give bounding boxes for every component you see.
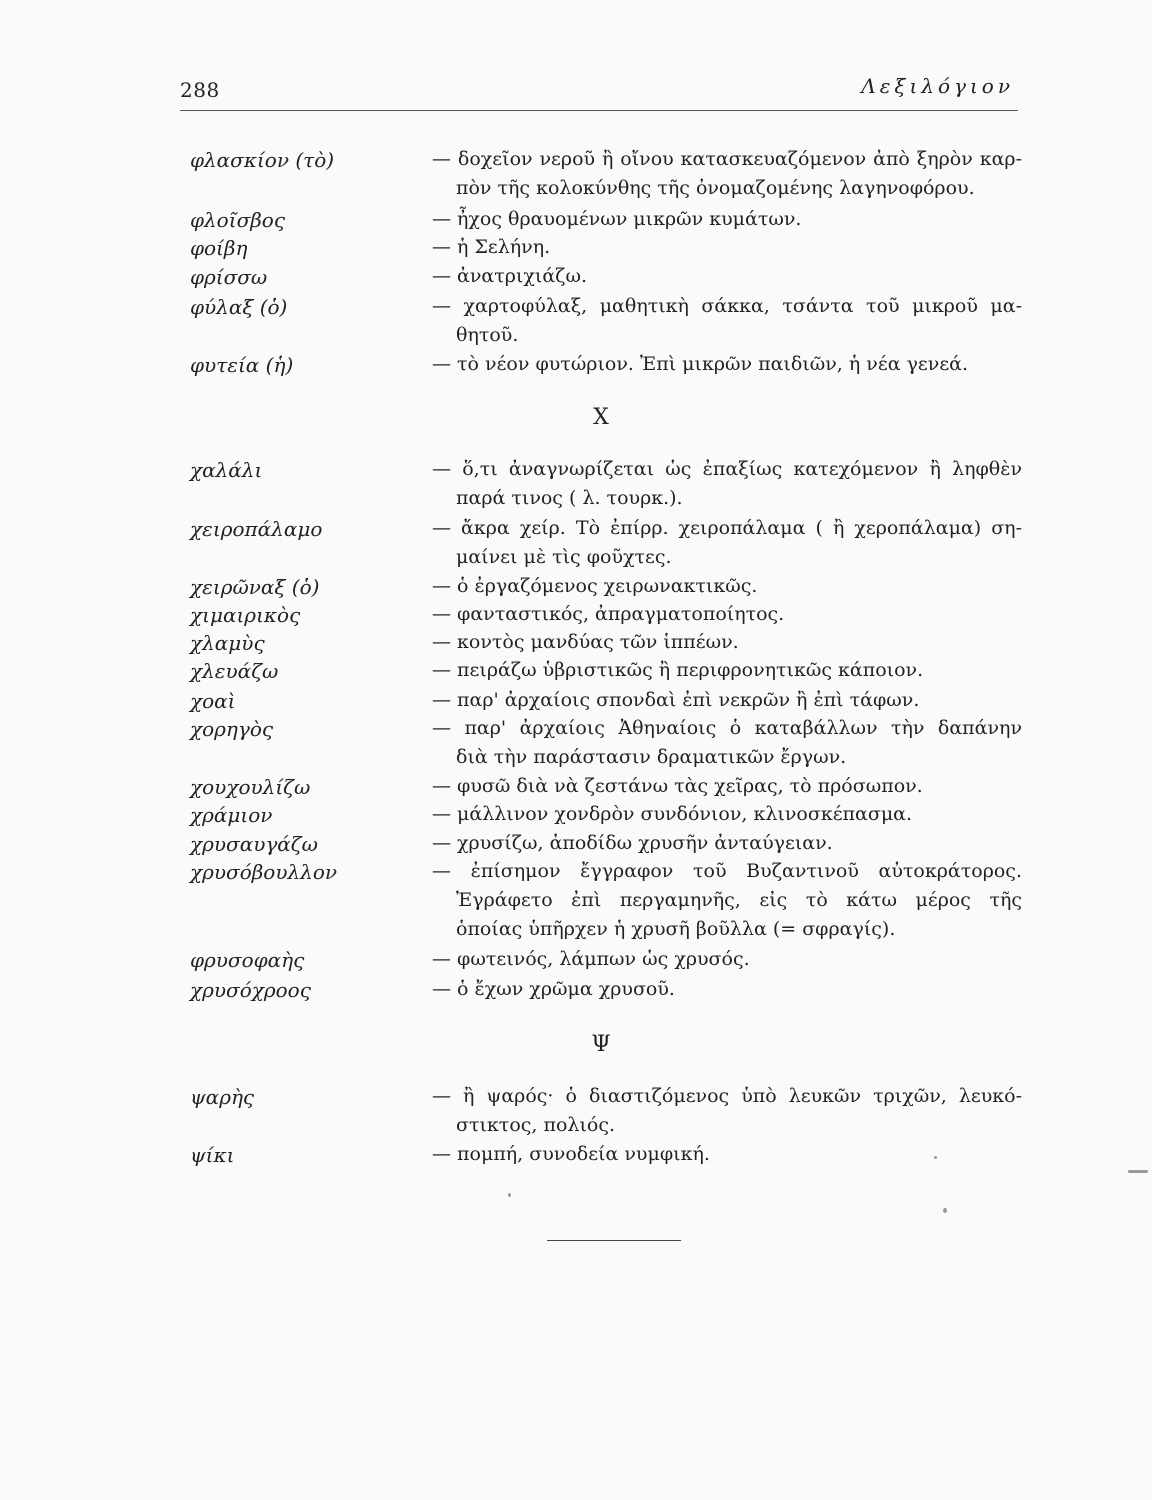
lemma: χράμιον xyxy=(190,803,273,827)
definition-line: — χρυσίζω, ἀποδίδω χρυσῆν ἀνταύγειαν. xyxy=(432,832,833,854)
definition-line: — ἀνατριχιάζω. xyxy=(432,265,588,287)
definition-line: — πομπή, συνοδεία νυμφική. xyxy=(432,1143,710,1165)
definition-line: θητοῦ. xyxy=(456,324,519,346)
definition xyxy=(432,514,1022,572)
definition-line: — φυσῶ διὰ νὰ ζεστάνω τὰς χεῖρας, τὸ πρόσωπον. xyxy=(432,775,923,797)
definition-line: — πειράζω ὑβριστικῶς ἢ περιφρονητικῶς κάποιον. xyxy=(432,659,924,681)
definition xyxy=(432,1082,1022,1140)
definition-line: — ἐπίσημον ἔγγραφον τοῦ Βυζαντινοῦ αὐτοκράτορος. xyxy=(432,860,1022,882)
definition-line: μαίνει μὲ τὶς φοῦχτες. xyxy=(456,546,672,568)
definition xyxy=(432,1140,1022,1169)
lemma: χρυσόχροος xyxy=(190,978,311,1002)
section-letter: Χ xyxy=(593,405,609,430)
lemma: χρυσαυγάζω xyxy=(190,832,318,856)
running-title: Λεξιλόγιον xyxy=(861,74,1014,98)
definition xyxy=(432,145,1022,203)
definition-line: — παρ' ἀρχαίοις Ἀθηναίοις ὁ καταβάλλων τὴν δαπάνην xyxy=(432,717,1022,739)
definition-line: — ὁ ἔχων χρῶμα χρυσοῦ. xyxy=(432,978,675,1000)
definition xyxy=(432,600,1022,629)
lemma: χιμαιρικὸς xyxy=(190,603,301,627)
definition xyxy=(432,714,1022,772)
lemma: χορηγὸς xyxy=(190,717,274,741)
scan-speck xyxy=(934,1156,937,1159)
header-rule xyxy=(180,110,1018,111)
definition xyxy=(432,233,1022,262)
definition xyxy=(432,350,1022,379)
definition xyxy=(432,455,1022,513)
definition-line: — ἄκρα χείρ. Τὸ ἐπίρρ. χειροπάλαμα ( ἢ χεροπάλαμα) ση- xyxy=(432,517,1022,539)
definition-line: — ἢ ψαρός· ὁ διαστιζόμενος ὑπὸ λευκῶν τριχῶν, λευκό- xyxy=(432,1085,1022,1107)
lemma: χαλάλι xyxy=(190,458,263,482)
definition xyxy=(432,628,1022,657)
definition xyxy=(432,772,1022,801)
definition-line: παρά τινος ( λ. τουρκ.). xyxy=(456,487,683,509)
definition xyxy=(432,262,1022,291)
lemma: χλαμὺς xyxy=(190,631,265,655)
lemma: χειροπάλαμο xyxy=(190,517,323,541)
definition xyxy=(432,975,1022,1004)
scan-speck xyxy=(943,1208,947,1213)
definition xyxy=(432,292,1022,350)
definition-line: — τὸ νέον φυτώριον. Ἐπὶ μικρῶν παιδιῶν, ἡ νέα γενεά. xyxy=(432,353,969,375)
definition-line: — φωτεινός, λάμπων ὡς χρυσός. xyxy=(432,948,750,970)
definition-line: — ἡ Σελήνη. xyxy=(432,236,551,258)
definition xyxy=(432,686,1022,715)
lemma: φλασκίον (τὸ) xyxy=(190,148,335,172)
definition-line: — χαρτοφύλαξ, μαθητικὴ σάκκα, τσάντα τοῦ μικροῦ μα- xyxy=(432,295,1022,317)
lemma: φλοῖσβος xyxy=(190,208,286,232)
definition-line: — φανταστικός, ἀπραγματοποίητος. xyxy=(432,603,785,625)
lemma: ψίκι xyxy=(190,1143,235,1167)
definition-line: πὸν τῆς κολοκύνθης τῆς ὀνομαζομένης λαγηνοφόρου. xyxy=(456,177,975,199)
end-rule xyxy=(547,1240,681,1241)
lemma: φυτεία (ἡ) xyxy=(190,353,294,377)
definition-line: — κοντὸς μανδύας τῶν ἱππέων. xyxy=(432,631,739,653)
definition-line: ὁποίας ὑπῆρχεν ἡ χρυσῆ βοῦλλα (= σφραγίς). xyxy=(456,918,896,940)
lemma: χλευάζω xyxy=(190,659,279,683)
definition xyxy=(432,857,1022,944)
lemma: χειρῶναξ (ὁ) xyxy=(190,575,320,599)
lemma: ψαρὴς xyxy=(190,1085,255,1109)
definition xyxy=(432,572,1022,601)
definition-line: διὰ τὴν παράστασιν δραματικῶν ἔργων. xyxy=(456,746,847,768)
lemma: φρυσοφαὴς xyxy=(190,948,305,972)
definition-line: — ἦχος θραυομένων μικρῶν κυμάτων. xyxy=(432,208,802,230)
page-number: 288 xyxy=(180,78,220,102)
scan-speck xyxy=(508,1193,511,1197)
lemma: φοίβη xyxy=(190,236,248,260)
definition-line: — παρ' ἀρχαίοις σπονδαὶ ἐπὶ νεκρῶν ἢ ἐπὶ τάφων. xyxy=(432,689,920,711)
definition-line: — δοχεῖον νεροῦ ἢ οἴνου κατασκευαζόμενον ἀπὸ ξηρὸν καρ- xyxy=(432,148,1022,170)
definition xyxy=(432,829,1022,858)
lemma: χοαὶ xyxy=(190,689,236,713)
definition-line: — ὁ ἐργαζόμενος χειρωνακτικῶς. xyxy=(432,575,758,597)
scan-speck xyxy=(1128,1170,1148,1173)
definition xyxy=(432,205,1022,234)
definition xyxy=(432,945,1022,974)
definition xyxy=(432,800,1022,829)
definition-line: — μάλλινον χονδρὸν συνδόνιον, κλινοσκέπασμα. xyxy=(432,803,913,825)
definition-line: στικτος, πολιός. xyxy=(456,1114,616,1136)
section-letter: Ψ xyxy=(591,1032,611,1057)
definition xyxy=(432,656,1022,685)
definition-line: Ἐγράφετο ἐπὶ περγαμηνῆς, εἰς τὸ κάτω μέρος τῆς xyxy=(456,889,1022,911)
definition-line: — ὅ,τι ἀναγνωρίζεται ὡς ἐπαξίως κατεχόμενον ἢ ληφθὲν xyxy=(432,458,1022,480)
lemma: φρίσσω xyxy=(190,265,268,289)
lemma: χρυσόβουλλον xyxy=(190,860,338,884)
lemma: χουχουλίζω xyxy=(190,775,311,799)
lemma: φύλαξ (ὁ) xyxy=(190,295,288,319)
